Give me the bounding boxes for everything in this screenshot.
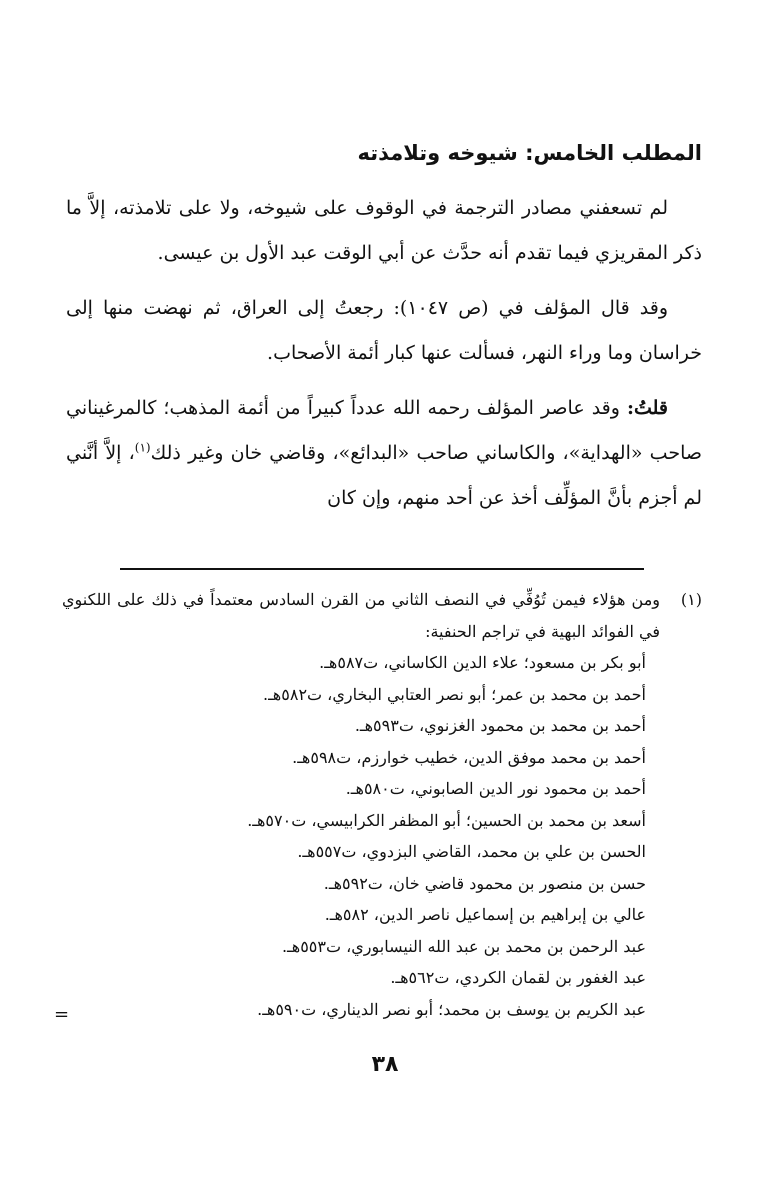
list-item: أسعد بن محمد بن الحسين؛ أبو المظفر الكرابيسي، ت٥٧٠هـ. (247, 810, 646, 830)
list-item: عبد الكريم بن يوسف بن محمد؛ أبو نصر الديناري، ت٥٩٠هـ. (257, 999, 646, 1019)
list-item: أحمد بن محمد بن عمر؛ أبو نصر العتابي البخاري، ت٥٨٢هـ. (263, 684, 646, 704)
paragraph-3-text-b: ، إلاَّ أنَّني لم أجزم بأنَّ المؤلِّف أخذ عن أحد منهم، وإن كان (66, 442, 702, 509)
list-item: حسن بن منصور بن محمود قاضي خان، ت٥٩٢هـ. (323, 873, 646, 893)
paragraph-3-lead: قلتُ: (626, 397, 668, 419)
paragraph-2: وقد قال المؤلف في (ص ١٠٤٧): رجعتُ إلى العراق، ثم نهضت منها إلى خراسان وما وراء النهر، فسألت عنها كبار أئمة الأصحاب. (66, 297, 702, 364)
list-item: أحمد بن محمد موفق الدين، خطيب خوارزم، ت٥٩٨هـ. (292, 747, 646, 767)
footnotes (62, 584, 702, 1025)
list-item: أحمد بن محمود نور الدين الصابوني، ت٥٨٠هـ. (345, 779, 646, 798)
footnote-1 (62, 584, 702, 647)
list-item: أحمد بن محمد بن محمود الغزنوي، ت٥٩٣هـ. (354, 716, 646, 735)
footnote-reference: (١) (134, 440, 151, 455)
main-text (66, 186, 702, 521)
paragraph-3-text-a: وقد عاصر المؤلف رحمه الله عدداً كبيراً من أئمة المذهب؛ كالمرغيناني صاحب «الهداية»، والكاساني صاحب «البدائع»، وقاضي خان وغير ذلك (66, 397, 703, 464)
list-item: أبو بكر بن مسعود؛ علاء الدين الكاساني، ت٥٨٧هـ. (319, 653, 646, 672)
list-item: عالي بن إبراهيم بن إسماعيل ناصر الدين، ٥٨٢هـ. (324, 905, 646, 924)
continuation-mark: = (54, 1004, 70, 1025)
paragraph-3 (66, 386, 702, 521)
list-item: الحسن بن علي بن محمد، القاضي البزدوي، ت٥٥٧هـ. (297, 842, 646, 861)
paragraph-1: لم تسعفني مصادر الترجمة في الوقوف على شيوخه، ولا على تلامذته، إلاَّ ما ذكر المقريزي فيما تقدم أنه حدَّث عن أبي الوقت عبد الأول بن عيسى. (66, 197, 702, 264)
footnote-number: (١) (680, 590, 702, 609)
list-item: عبد الرحمن بن محمد بن عبد الله النيسابوري، ت٥٥٣هـ. (281, 936, 646, 956)
footnote-separator (120, 568, 644, 570)
page-number: ٣٨ (371, 1052, 399, 1077)
footnote-intro: ومن هؤلاء فيمن تُوُفِّي في النصف الثاني من القرن السادس معتمداً في ذلك على اللكنوي في الفوائد البهية في تراجم الحنفية: (62, 590, 660, 641)
section-heading: المطلب الخامس: شيوخه وتلامذته (357, 141, 702, 165)
list-item: عبد الغفور بن لقمان الكردي، ت٥٦٢هـ. (390, 968, 646, 987)
footnote-entries (62, 647, 702, 1025)
